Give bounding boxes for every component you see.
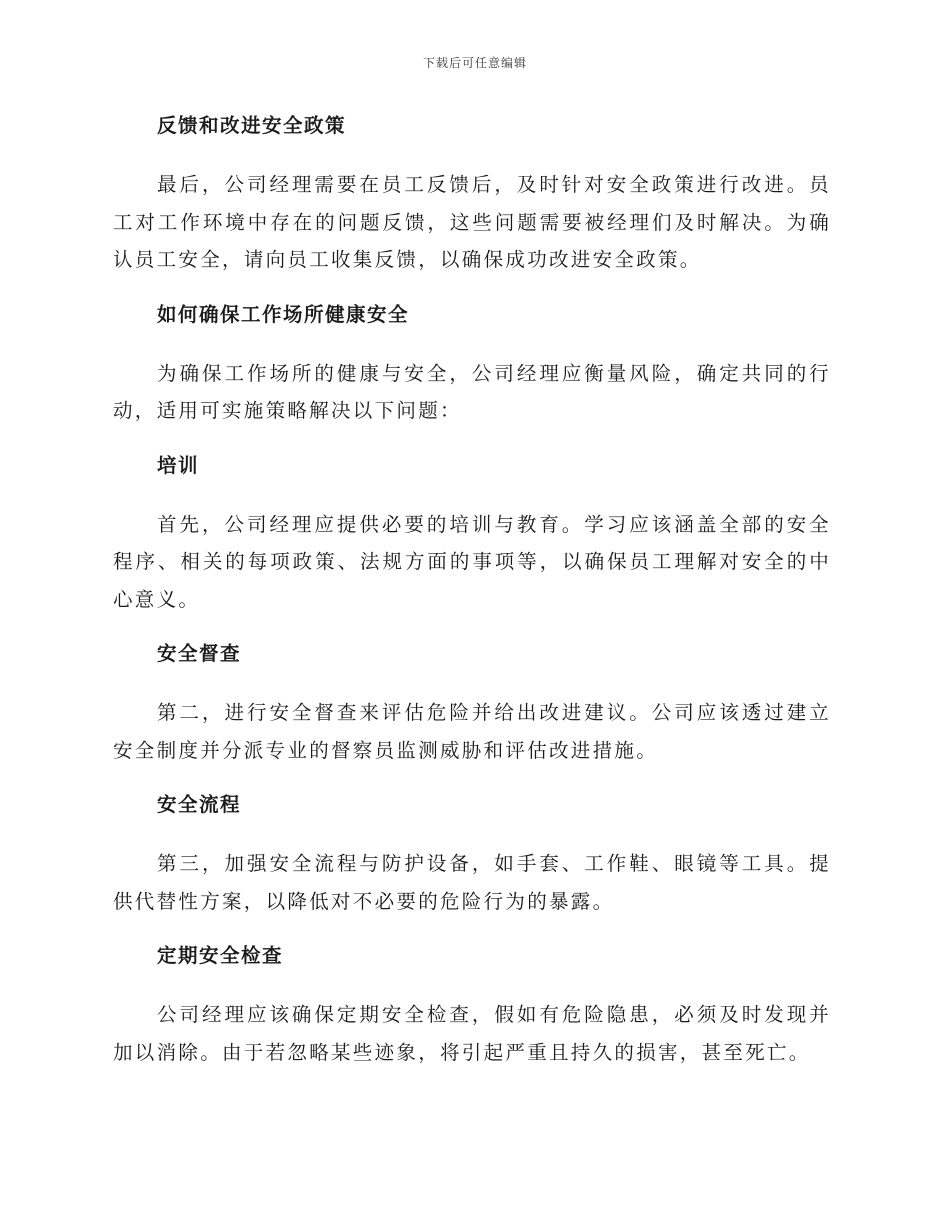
header-note: 下载后可任意编辑 xyxy=(422,56,527,70)
section-heading-inspection: 安全督查 xyxy=(157,642,242,665)
document-body xyxy=(113,110,831,1071)
section-heading-procedures: 安全流程 xyxy=(157,793,242,816)
section-heading-regular-check: 定期安全检查 xyxy=(157,944,284,967)
section-heading-feedback: 反馈和改进安全政策 xyxy=(157,114,347,137)
section-heading-workplace-safety: 如何确保工作场所健康安全 xyxy=(157,302,410,326)
section-heading-training: 培训 xyxy=(157,453,200,477)
section-paragraph-regular-check: 公司经理应该确保定期安全检查，假如有危险隐患，必须及时发现并加以消除。由于若忽略某些迹象，将引起严重且持久的损害，甚至死亡。 xyxy=(113,1003,831,1064)
section-paragraph-feedback: 最后，公司经理需要在员工反馈后，及时针对安全政策进行改进。员工对工作环境中存在的问题反馈，这些问题需要被经理们及时解决。为确认员工安全，请向员工收集反馈，以确保成功改进安全政策。 xyxy=(113,173,831,271)
section-paragraph-training: 首先，公司经理应提供必要的培训与教育。学习应该涵盖全部的安全程序、相关的每项政策、法规方面的事项等，以确保员工理解对安全的中心意义。 xyxy=(113,512,831,611)
section-paragraph-workplace-safety: 为确保工作场所的健康与安全，公司经理应衡量风险，确定共同的行动，适用可实施策略解决以下问题： xyxy=(113,361,831,422)
section-paragraph-inspection: 第二，进行安全督查来评估危险并给出改进建议。公司应该透过建立安全制度并分派专业的督察员监测威胁和评估改进措施。 xyxy=(113,701,831,762)
section-paragraph-procedures: 第三，加强安全流程与防护设备，如手套、工作鞋、眼镜等工具。提供代替性方案，以降低对不必要的危险行为的暴露。 xyxy=(113,852,831,913)
